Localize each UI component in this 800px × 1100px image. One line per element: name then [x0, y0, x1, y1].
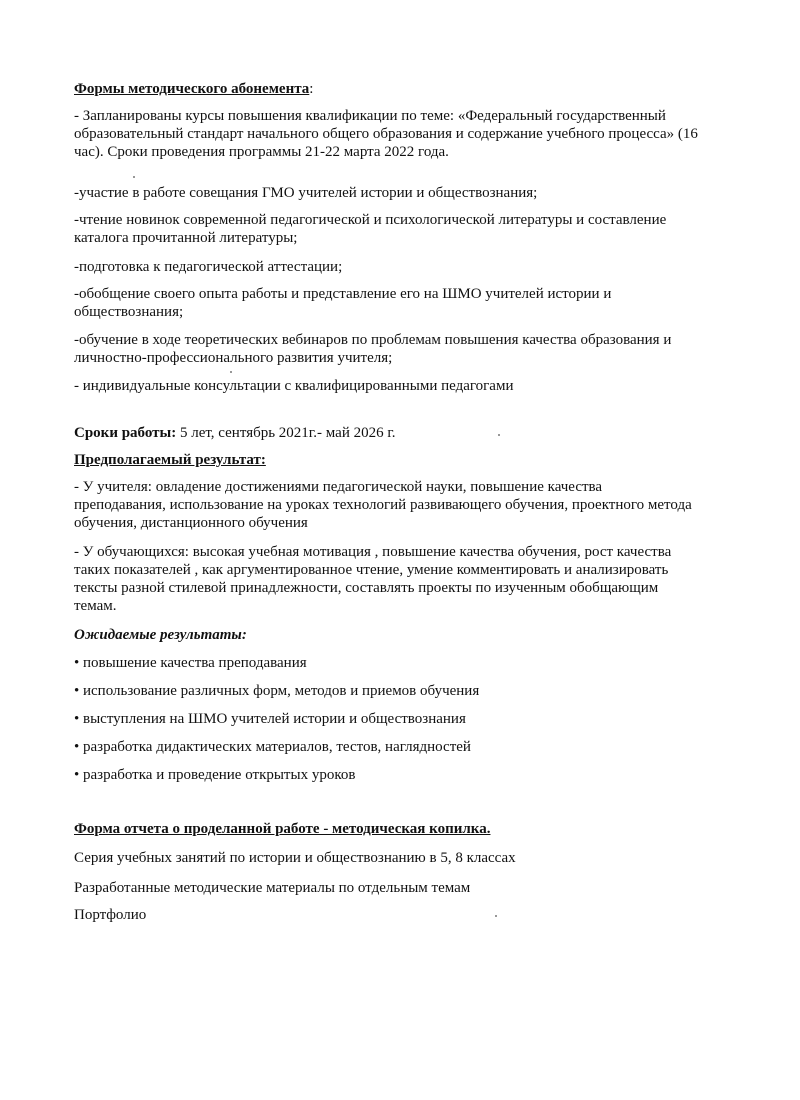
bullet-icon: •: [74, 767, 80, 783]
bullet-icon: •: [74, 683, 80, 699]
report-line-1: Серия учебных занятий по истории и обществознанию в 5, 8 классах: [74, 850, 516, 866]
forms-heading: [74, 80, 313, 98]
expected-results-title: Ожидаемые результаты:: [74, 627, 247, 643]
report-title: Форма отчета о проделанной работе - методическая копилка.: [74, 821, 491, 837]
report-line-3: Портфолио: [74, 907, 147, 923]
scan-speck: [498, 434, 500, 436]
terms-value: 5 лет, сентябрь 2021г.- май 2026 г.: [176, 425, 396, 441]
report-line-2: Разработанные методические материалы по отдельным темам: [74, 880, 471, 896]
forms-item-2: -чтение новинок современной педагогической и психологической литературы и составление каталога прочитанной литературы;: [74, 212, 667, 246]
forms-title: Формы методического абонемента: [74, 81, 310, 97]
courses-paragraph: - Запланированы курсы повышения квалификации по теме: «Федеральный государственный образовательный стандарт начального общего образования и содержание учебного процесса» (16 час). Сроки проведения программы 21-22 марта 2022 года.: [74, 108, 698, 160]
forms-item-4: -обобщение своего опыта работы и представление его на ШМО учителей истории и обществознания;: [74, 286, 612, 320]
scan-speck: [133, 176, 135, 178]
terms-line: [74, 424, 396, 442]
expected-result-teacher: - У учителя: овладение достижениями педагогической науки, повышение качества преподавания, использование на уроках технологий развивающего обучения, проектного метода обучения, дистанционного обучения: [74, 479, 692, 531]
list-item: [74, 682, 479, 700]
list-item-text: использование различных форм, методов и приемов обучения: [83, 683, 480, 699]
bullet-icon: •: [74, 739, 80, 755]
forms-title-colon: :: [309, 81, 314, 97]
forms-item-1: -участие в работе совещания ГМО учителей истории и обществознания;: [74, 185, 538, 201]
bullet-icon: •: [74, 655, 80, 671]
list-item: [74, 710, 479, 728]
list-item: [74, 738, 479, 756]
forms-item-5: -обучение в ходе теоретических вебинаров по проблемам повышения качества образования и личностно-профессионального развития учителя;: [74, 332, 672, 366]
list-item-text: повышение качества преподавания: [83, 655, 307, 671]
terms-label: Сроки работы:: [74, 425, 177, 441]
list-item-text: выступления на ШМО учителей истории и обществознания: [83, 711, 466, 727]
scan-speck: [230, 371, 232, 373]
scan-speck: [495, 915, 497, 917]
list-item-text: разработка и проведение открытых уроков: [83, 767, 356, 783]
bullet-icon: •: [74, 711, 80, 727]
forms-item-3: -подготовка к педагогической аттестации;: [74, 259, 343, 275]
expected-result-title: Предполагаемый результат:: [74, 452, 266, 468]
list-item: [74, 766, 479, 784]
list-item-text: разработка дидактических материалов, тестов, наглядностей: [83, 739, 471, 755]
list-item: [74, 654, 479, 672]
expected-result-students: - У обучающихся: высокая учебная мотивация , повышение качества обучения, рост качества таких показателей , как аргументированное чтение, умение комментировать и анализировать тексты разной стилевой принадлежности, составлять проекты по изученным обобщающим темам.: [74, 544, 672, 614]
expected-results-list: [74, 654, 479, 794]
forms-item-6: - индивидуальные консультации с квалифицированными педагогами: [74, 378, 514, 394]
